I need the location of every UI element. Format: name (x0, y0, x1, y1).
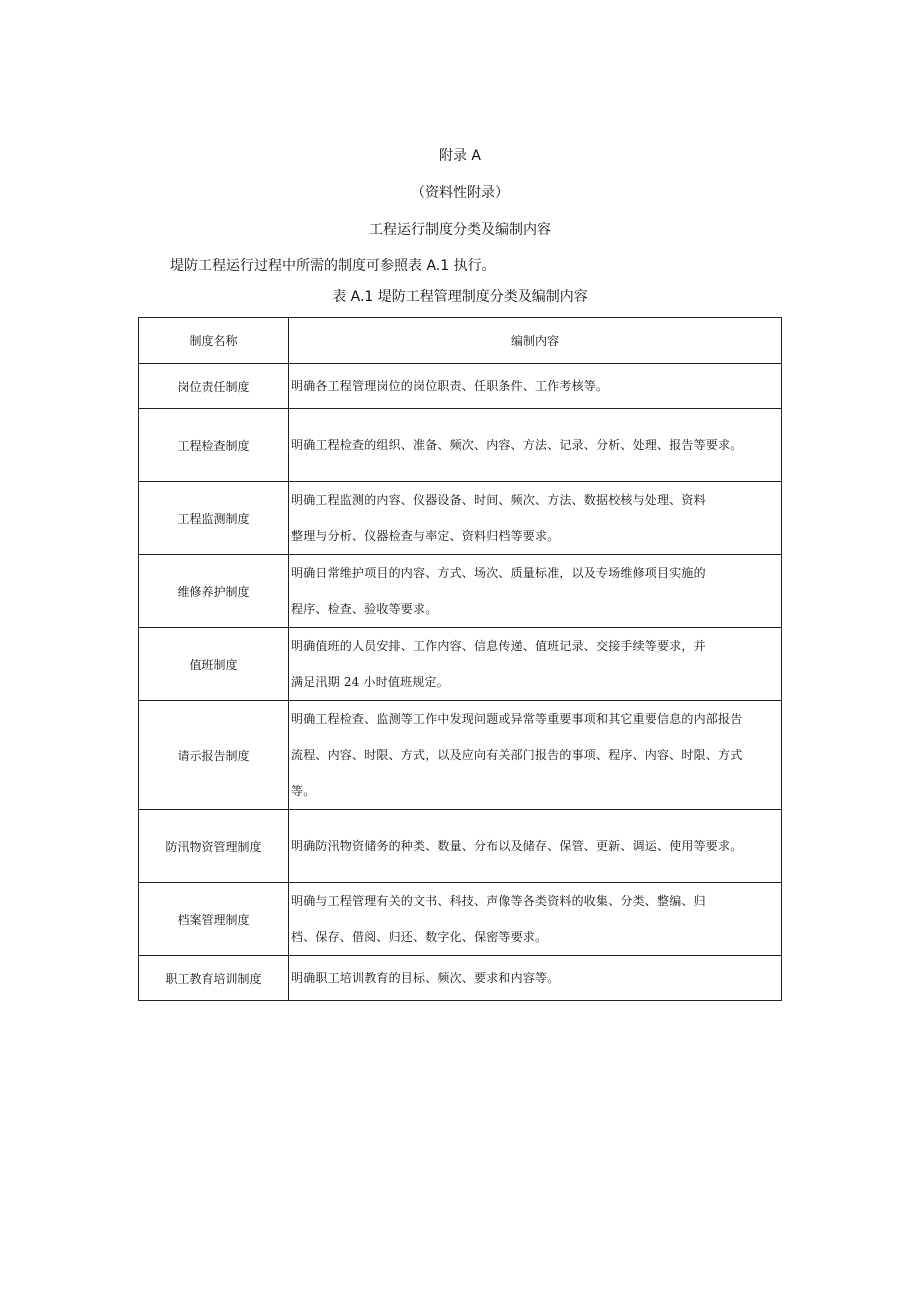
content-line: 等。 (291, 784, 316, 798)
header-content: 编制内容 (289, 318, 782, 364)
content-line: 流程、内容、时限、方式，以及应向有关部门报告的事项、程序、内容、时限、方式 (291, 748, 743, 762)
system-content (289, 482, 782, 555)
content-line: 明确工程检查的组织、准备、频次、内容、方法、记录、分析、处理、报告等要求。 (291, 438, 743, 452)
system-name: 档案管理制度 (139, 883, 289, 956)
content-line: 整理与分析、仪器检查与率定、资料归档等要求。 (291, 529, 560, 543)
appendix-note: （资料性附录） (411, 185, 509, 201)
section-title: 工程运行制度分类及编制内容 (369, 222, 551, 238)
intro-paragraph: 堤防工程运行过程中所需的制度可参照表 A.1 执行。 (170, 258, 496, 274)
table-row (139, 701, 782, 810)
appendix-title: 附录 A (438, 148, 482, 164)
table-row (139, 482, 782, 555)
table-row (139, 409, 782, 482)
system-content (289, 628, 782, 701)
system-table (138, 317, 782, 1001)
table-caption: 表 A.1 堤防工程管理制度分类及编制内容 (332, 289, 588, 305)
content-line: 程序、检查、验收等要求。 (291, 602, 438, 616)
system-name: 值班制度 (139, 628, 289, 701)
content-line: 满足汛期 24 小时值班规定。 (291, 675, 449, 689)
system-name: 防汛物资管理制度 (139, 810, 289, 883)
table-row (139, 810, 782, 883)
table-row (139, 555, 782, 628)
table-row (139, 883, 782, 956)
content-line: 明确职工培训教育的目标、频次、要求和内容等。 (291, 971, 560, 985)
content-line: 明确日常维护项目的内容、方式、场次、质量标准，以及专场维修项目实施的 (291, 566, 706, 580)
system-content (289, 956, 782, 1001)
system-content (289, 810, 782, 883)
system-name: 岗位责任制度 (139, 364, 289, 409)
system-content (289, 555, 782, 628)
system-name: 职工教育培训制度 (139, 956, 289, 1001)
system-name: 维修养护制度 (139, 555, 289, 628)
header-name: 制度名称 (139, 318, 289, 364)
system-content (289, 364, 782, 409)
content-line: 明确工程检查、监测等工作中发现问题或异常等重要事项和其它重要信息的内部报告 (291, 712, 743, 726)
content-line: 档、保存、借阅、归还、数字化、保密等要求。 (291, 930, 548, 944)
content-line: 明确与工程管理有关的文书、科技、声像等各类资料的收集、分类、整编、归 (291, 894, 706, 908)
table-header-row (139, 318, 782, 364)
system-name: 请示报告制度 (139, 701, 289, 810)
system-name: 工程检查制度 (139, 409, 289, 482)
system-content (289, 883, 782, 956)
system-name: 工程监测制度 (139, 482, 289, 555)
content-line: 明确值班的人员安排、工作内容、信息传递、值班记录、交接手续等要求，并 (291, 639, 706, 653)
system-content (289, 409, 782, 482)
content-line: 明确防汛物资储务的种类、数量、分布以及储存、保管、更新、调运、使用等要求。 (291, 839, 743, 853)
table-row (139, 364, 782, 409)
system-content (289, 701, 782, 810)
table-row (139, 956, 782, 1001)
table-row (139, 628, 782, 701)
content-line: 明确各工程管理岗位的岗位职责、任职条件、工作考核等。 (291, 379, 609, 393)
content-line: 明确工程监测的内容、仪器设备、时间、频次、方法、数据校核与处理、资料 (291, 493, 706, 507)
